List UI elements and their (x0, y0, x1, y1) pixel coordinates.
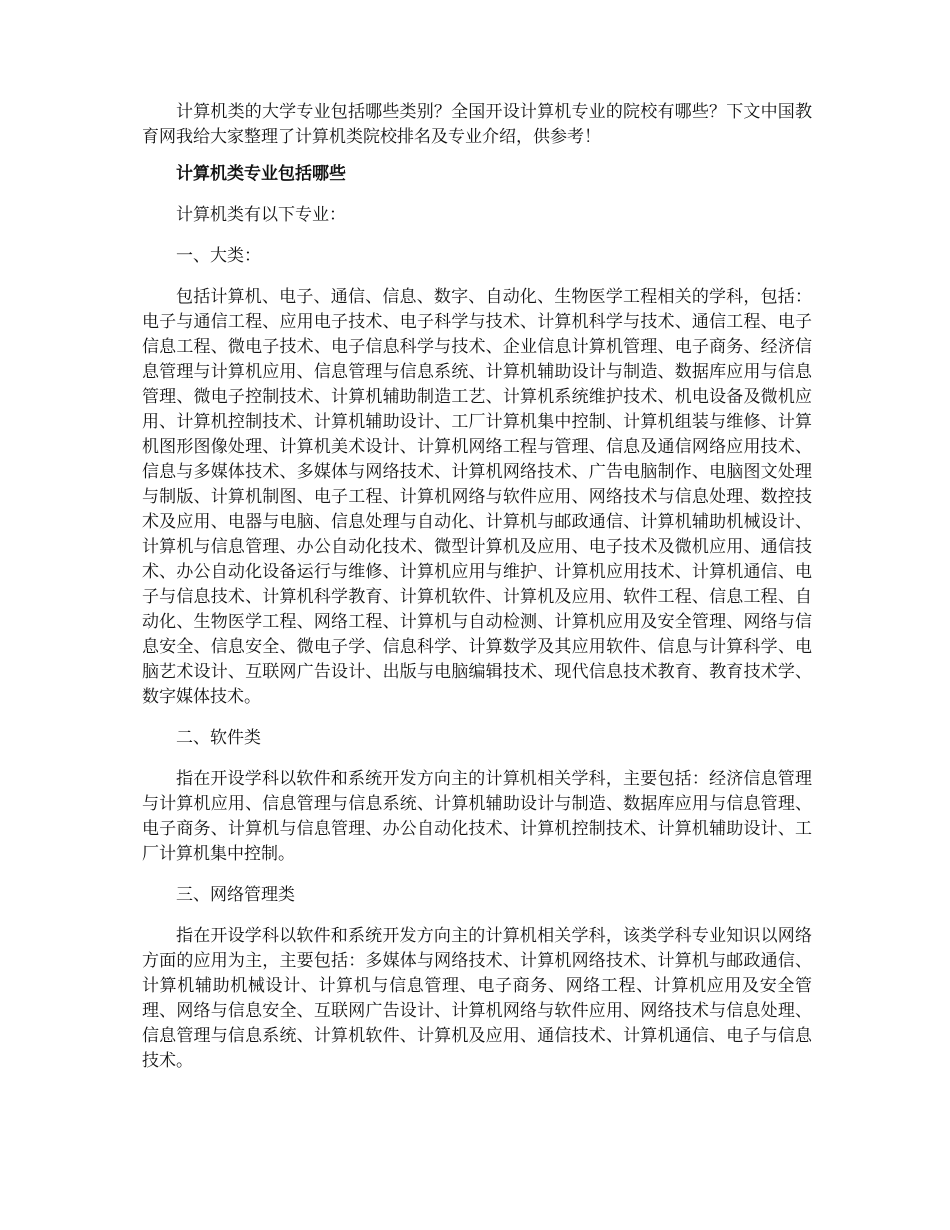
section-title-software: 二、软件类 (176, 728, 261, 748)
document-page (142, 100, 812, 1074)
section-title-major: 一、大类： (176, 246, 261, 266)
lead-paragraph: 计算机类有以下专业： (176, 205, 346, 225)
section-title-network: 三、网络管理类 (176, 885, 295, 905)
section-heading: 计算机类专业包括哪些 (176, 164, 346, 184)
section-body-major: 包括计算机、电子、通信、信息、数字、自动化、生物医学工程相关的学科，包括：电子与通信工程、应用电子技术、电子科学与技术、计算机科学与技术、通信工程、电子信息工程、微电子技术、电子信息科学与技术、企业信息计算机管理、电子商务、经济信息管理与计算机应用、信息管理与信息系统、计算机辅助设计与制造、数据库应用与信息管理、微电子控制技术、计算机辅助制造工艺、计算机系统维护技术、机电设备及微机应用、计算机控制技术、计算机辅助设计、工厂计算机集中控制、计算机组装与维修、计算机图形图像处理、计算机美术设计、计算机网络工程与管理、信息及通信网络应用技术、信息与多媒体技术、多媒体与网络技术、计算机网络技术、广告电脑制作、电脑图文处理与制版、计算机制图、电子工程、计算机网络与软件应用、网络技术与信息处理、数控技术及应用、电器与电脑、信息处理与自动化、计算机与邮政通信、计算机辅助机械设计、计算机与信息管理、办公自动化技术、微型计算机及应用、电子技术及微机应用、通信技术、办公自动化设备运行与维修、计算机应用与维护、计算机应用技术、计算机通信、电子与信息技术、计算机科学教育、计算机软件、计算机及应用、软件工程、信息工程、自动化、生物医学工程、网络工程、计算机与自动检测、计算机应用及安全管理、网络与信息安全、信息安全、微电子学、信息科学、计算数学及其应用软件、信息与计算科学、电脑艺术设计、互联网广告设计、出版与电脑编辑技术、现代信息技术教育、教育技术学、数字媒体技术。 (142, 287, 812, 707)
section-body-software: 指在开设学科以软件和系统开发方向主的计算机相关学科，主要包括：经济信息管理与计算机应用、信息管理与信息系统、计算机辅助设计与制造、数据库应用与信息管理、电子商务、计算机与信息管理、办公自动化技术、计算机控制技术、计算机辅助设计、工厂计算机集中控制。 (142, 769, 812, 864)
section-body-network: 指在开设学科以软件和系统开发方向主的计算机相关学科，该类学科专业知识以网络方面的应用为主，主要包括：多媒体与网络技术、计算机网络技术、计算机与邮政通信、计算机辅助机械设计、计算机与信息管理、电子商务、网络工程、计算机应用及安全管理、网络与信息安全、互联网广告设计、计算机网络与软件应用、网络技术与信息处理、信息管理与信息系统、计算机软件、计算机及应用、通信技术、计算机通信、电子与信息技术。 (142, 926, 812, 1071)
intro-paragraph: 计算机类的大学专业包括哪些类别？全国开设计算机专业的院校有哪些？下文中国教育网我给大家整理了计算机类院校排名及专业介绍，供参考！ (142, 102, 812, 147)
